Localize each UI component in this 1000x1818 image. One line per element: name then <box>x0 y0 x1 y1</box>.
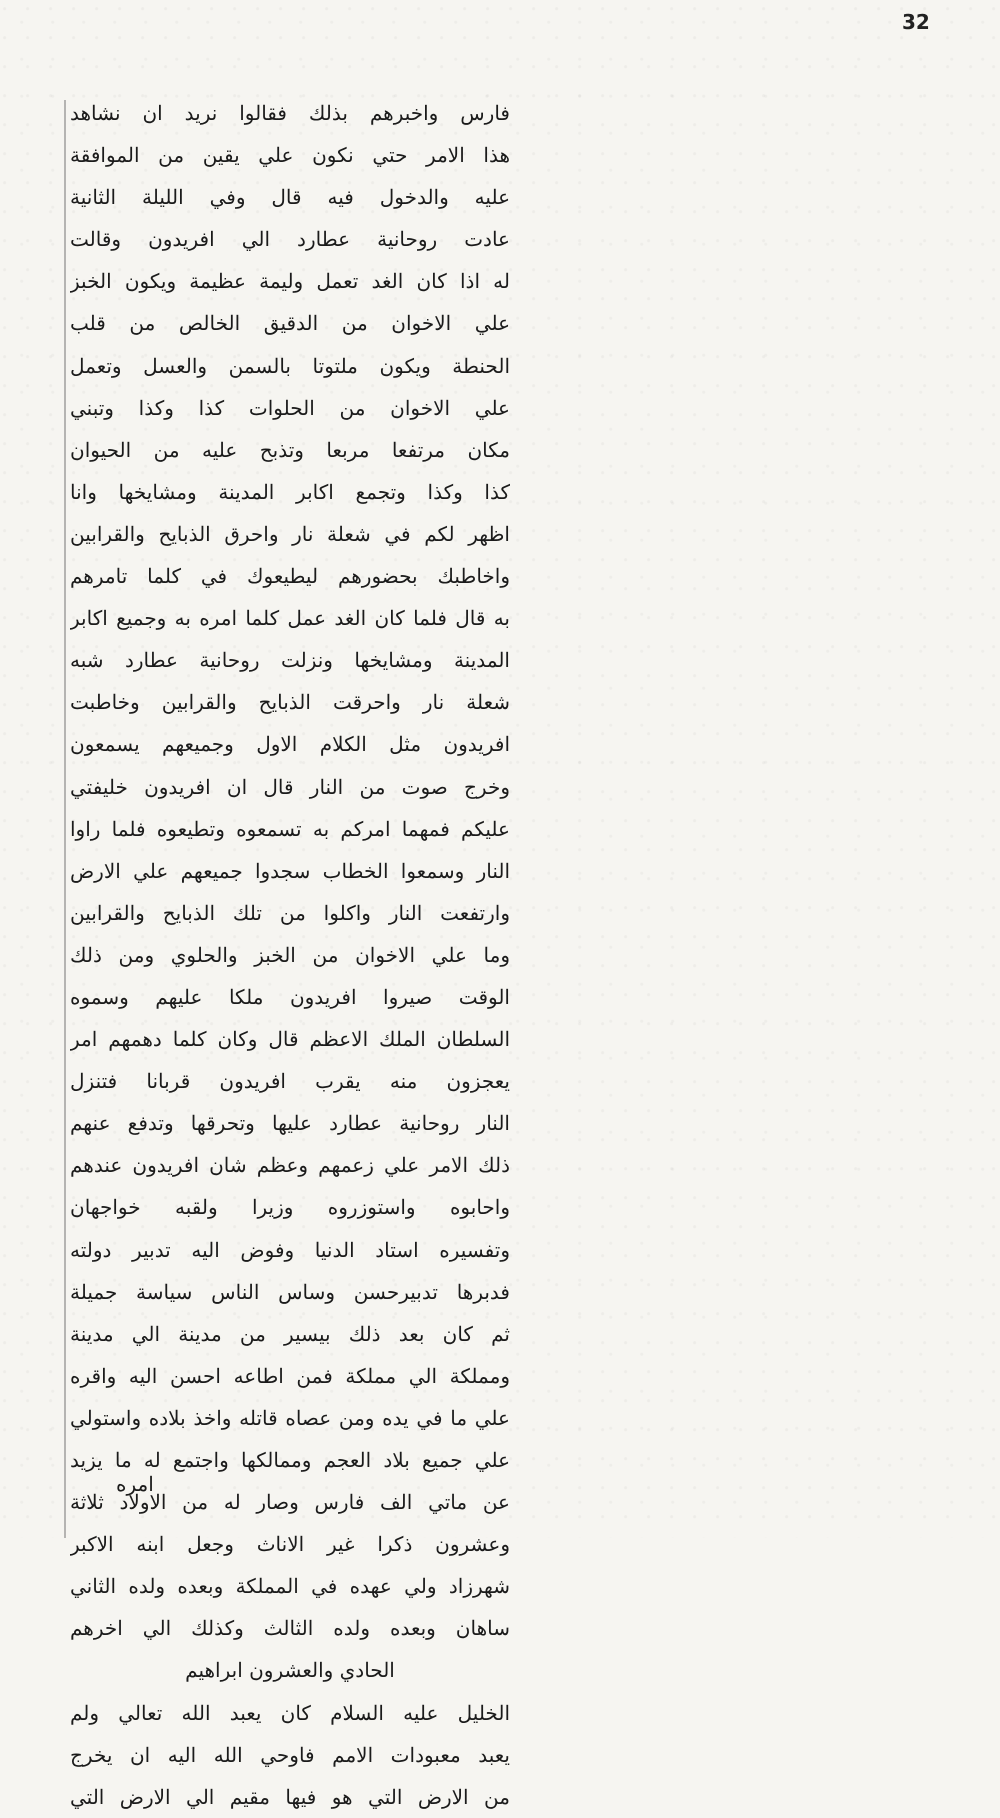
text-line: هذا الامر حتي نكون علي يقين من الموافقة <box>70 143 510 168</box>
text-line: عليه والدخول فيه قال وفي الليلة الثانية <box>70 185 510 210</box>
text-line: المدينة ومشايخها ونزلت روحانية عطارد شبه <box>70 648 510 673</box>
text-line: علي الاخوان من الحلوات كذا وكذا وتبني <box>70 395 510 420</box>
text-line: وعشرون ذكرا غير الاناث وجعل ابنه الاكبر <box>70 1532 510 1557</box>
text-line: من الارض التي هو فيها مقيم الي الارض التي <box>70 1784 510 1809</box>
text-line: مكان مرتفعا مربعا وتذبح عليه من الحيوان <box>70 437 510 462</box>
text-line: فدبرها تدبيرحسن وساس الناس سياسة جميلة <box>70 1279 510 1304</box>
text-line: واحابوه واستوزروه وزيرا ولقبه خواجهان <box>70 1195 510 1220</box>
folio-number: 32 <box>902 10 930 34</box>
text-line: النار روحانية عطارد عليها وتحرقها وتدفع عنهم <box>70 1111 510 1136</box>
text-line: به قال فلما كان الغد عمل كلما امره به وجميع اكابر <box>70 606 510 631</box>
text-line: وخرج صوت من النار قال ان افريدون خليفتي <box>70 774 510 799</box>
text-line: وارتفعت النار واكلوا من تلك الذبايح والقرابين <box>70 900 510 925</box>
margin-rule <box>64 100 66 1538</box>
catchword: امره <box>116 1472 154 1496</box>
text-line: فارس واخبرهم بذلك فقالوا نريد ان نشاهد <box>70 101 510 125</box>
text-line: الحنطة ويكون ملتوتا بالسمن والعسل وتعمل <box>70 353 510 378</box>
text-line: ذلك الامر علي زعمهم وعظم شان افريدون عندهم <box>70 1153 510 1178</box>
text-line: عن ماتي الف فارس وصار له من الاولاد ثلاثة <box>70 1490 510 1515</box>
text-line: يعبد معبودات الامم فاوحي الله اليه ان يخرج <box>70 1742 510 1767</box>
text-line: السلطان الملك الاعظم قال وكان كلما دهمهم امر <box>70 1027 510 1052</box>
text-line: علي الاخوان من الدقيق الخالص من قلب <box>70 311 510 336</box>
text-line-heading: الحادي والعشرون ابراهيم <box>185 1658 395 1683</box>
text-line: وما علي الاخوان من الخبز والحلوي ومن ذلك <box>70 942 510 967</box>
text-line: عادت روحانية عطارد الي افريدون وقالت <box>70 227 510 252</box>
text-line: الخليل عليه السلام كان يعبد الله تعالي ولم <box>70 1700 510 1725</box>
text-line: علي جميع بلاد العجم وممالكها واجتمع له ما يزيد <box>70 1448 510 1472</box>
text-line: ومملكة الي مملكة فمن اطاعه احسن اليه واقره <box>70 1363 510 1388</box>
text-line: عليكم فمهما امركم به تسمعوه وتطيعوه فلما راوا <box>70 816 510 841</box>
text-line: النار وسمعوا الخطاب سجدوا جميعهم علي الارض <box>70 858 510 883</box>
text-line: الوقت صيروا افريدون ملكا عليهم وسموه <box>70 984 510 1009</box>
text-line: شعلة نار واحرقت الذبايح والقرابين وخاطبت <box>70 690 510 715</box>
text-line: ثم كان بعد ذلك بيسير من مدينة الي مدينة <box>70 1321 510 1346</box>
text-line: يعجزون منه يقرب افريدون قربانا فتنزل <box>70 1069 510 1094</box>
text-line: واخاطبك بحضورهم ليطيعوك في كلما تامرهم <box>70 564 510 589</box>
text-line: اظهر لكم في شعلة نار واحرق الذبايح والقرابين <box>70 521 510 546</box>
text-line: وتفسيره استاد الدنيا وفوض اليه تدبير دولته <box>70 1237 510 1262</box>
text-line: شهرزاد ولي عهده في المملكة وبعده ولده الثاني <box>70 1574 510 1599</box>
text-line: ساهان وبعده ولده الثالث وكذلك الي اخرهم <box>70 1616 510 1641</box>
text-line: كذا وكذا وتجمع اكابر المدينة ومشايخها وانا <box>70 479 510 504</box>
manuscript-text-block <box>70 92 510 1818</box>
text-line: علي ما في يده ومن عصاه قاتله واخذ بلاده واستولي <box>70 1405 510 1430</box>
text-line: له اذا كان الغد تعمل وليمة عظيمة ويكون الخبز <box>70 269 510 294</box>
text-line: افريدون مثل الكلام الاول وجميعهم يسمعون <box>70 732 510 757</box>
